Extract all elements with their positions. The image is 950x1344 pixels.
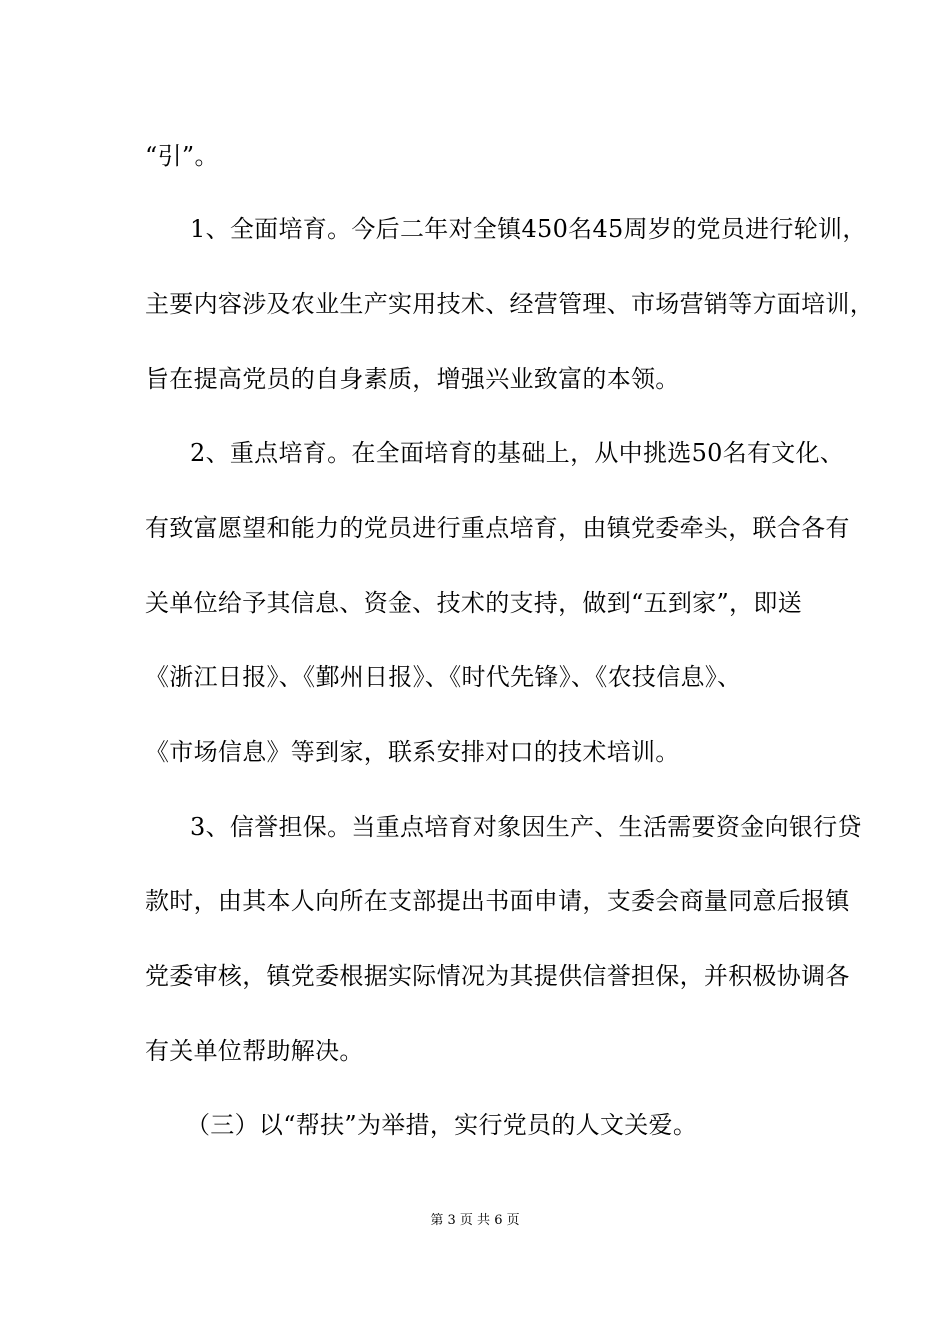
paragraph-1-line-3: 旨在提高党员的自身素质，增强兴业致富的本领。 (145, 365, 680, 393)
paragraph-3-line-4: 有关单位帮助解决。 (145, 1037, 364, 1065)
paragraph-2-line-3: 关单位给予其信息、资金、技术的支持，做到“五到家”，即送 (145, 589, 802, 617)
paragraph-3-line-1: 3、信誉担保。当重点培育对象因生产、生活需要资金向银行贷 (190, 813, 862, 841)
page-footer (0, 1213, 950, 1229)
paragraph-2-line-5: 《市场信息》等到家，联系安排对口的技术培训。 (145, 738, 680, 766)
paragraph-2-line-1: 2、重点培育。在全面培育的基础上，从中挑选50名有文化、 (190, 439, 845, 467)
section-heading: （三）以“帮扶”为举措，实行党员的人文关爱。 (186, 1111, 698, 1139)
paragraph-3-line-2: 款时，由其本人向所在支部提出书面申请，支委会商量同意后报镇 (145, 887, 850, 915)
paragraph-1-line-1: 1、全面培育。今后二年对全镇450名45周岁的党员进行轮训， (190, 215, 867, 243)
paragraph-2-line-4: 《浙江日报》、《鄞州日报》、《时代先锋》、《农技信息》、 (145, 663, 742, 691)
paragraph-2-line-2: 有致富愿望和能力的党员进行重点培育，由镇党委牵头，联合各有 (145, 514, 850, 542)
paragraph-1-line-2: 主要内容涉及农业生产实用技术、经营管理、市场营销等方面培训， (145, 290, 874, 318)
paragraph-3-line-3: 党委审核，镇党委根据实际情况为其提供信誉担保，并积极协调各 (145, 962, 850, 990)
text-line-1: “引”。 (145, 142, 219, 170)
page-number: 第 3 页 共 6 页 (430, 1213, 520, 1228)
